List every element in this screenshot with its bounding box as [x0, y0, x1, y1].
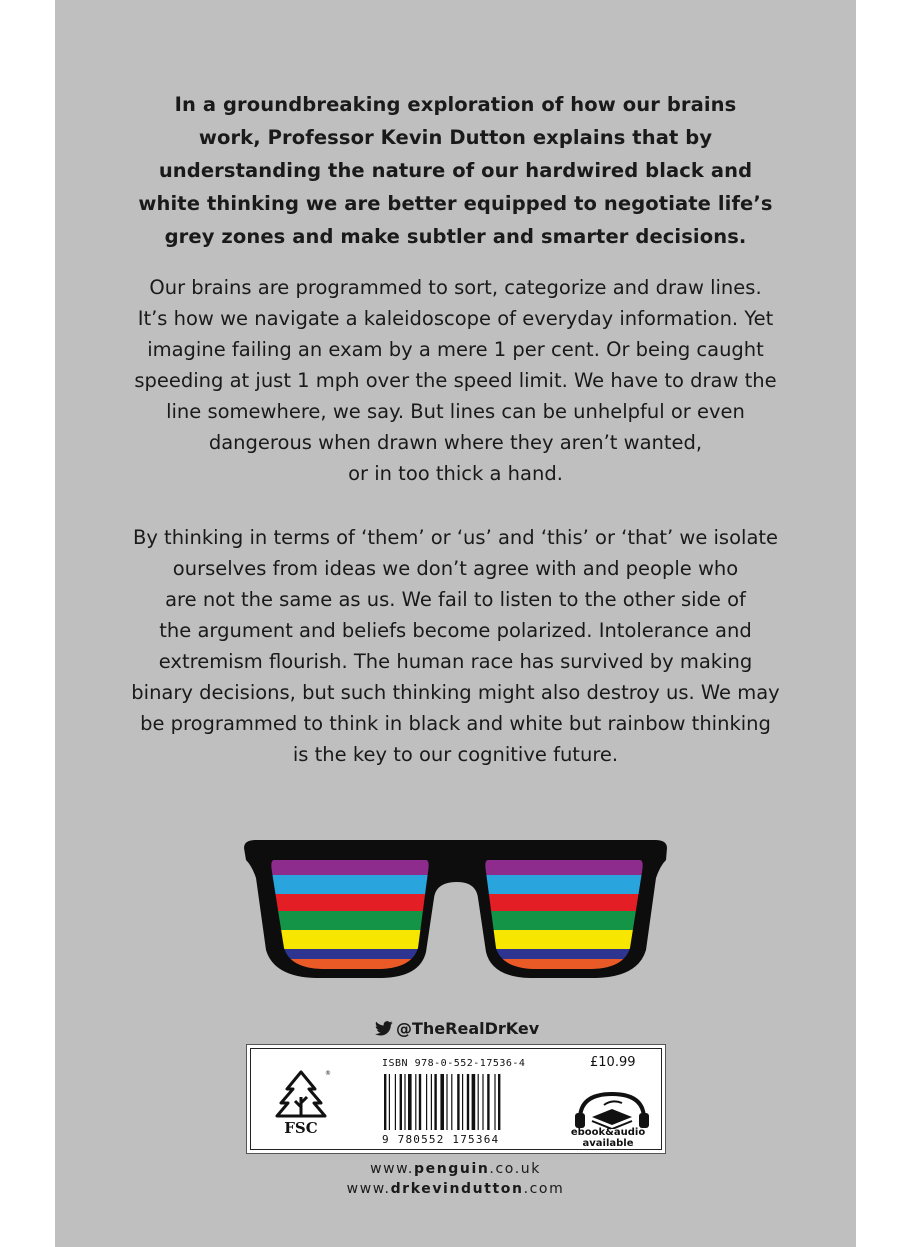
lead-line: white thinking we are better equipped to negotiate life’s [138, 192, 773, 215]
barcode-bar [384, 1074, 386, 1130]
audio-line: available [582, 1138, 634, 1149]
barcode-bar [431, 1074, 432, 1130]
barcode-bar [389, 1074, 390, 1130]
barcode-bar [467, 1074, 469, 1130]
barcode-bar [498, 1074, 500, 1130]
url-domain: penguin [413, 1161, 490, 1177]
barcode-bar [494, 1074, 495, 1130]
barcode-bar [487, 1074, 489, 1130]
body-paragraph-2 [55, 522, 856, 770]
url-domain: drkevindutton [390, 1181, 524, 1197]
body-line: extremism flourish. The human race has survived by making [158, 650, 753, 673]
url-suffix: .com [523, 1181, 565, 1197]
barcode-bar [426, 1074, 427, 1130]
body-line: It’s how we navigate a kaleidoscope of everyday information. Yet [137, 307, 774, 330]
price: £10.99 [590, 1055, 636, 1070]
body-line: is the key to our cognitive future. [292, 743, 619, 766]
author-url[interactable] [55, 1181, 856, 1197]
twitter-handle [375, 1017, 539, 1039]
isbn-text: ISBN 978-0-552-17536-4 [382, 1058, 526, 1069]
rainbow-glasses-illustration [240, 838, 671, 978]
twitter-handle-text: @TheRealDrKev [396, 1018, 540, 1038]
fsc-logo-icon [269, 1067, 333, 1137]
barcode-bar [400, 1074, 402, 1130]
barcode-bar [482, 1074, 483, 1130]
fsc-label: FSC [284, 1119, 318, 1137]
url-prefix: www. [370, 1161, 414, 1177]
lead-line: grey zones and make subtler and smarter decisions. [164, 225, 747, 248]
body-line: binary decisions, but such thinking might also destroy us. We may [131, 681, 780, 704]
barcode [382, 1074, 532, 1132]
lead-line: In a groundbreaking exploration of how our brains [174, 93, 737, 116]
barcode-bar [395, 1074, 396, 1130]
body-line: Our brains are programmed to sort, categorize and draw lines. [149, 276, 762, 299]
barcode-bar [446, 1074, 447, 1130]
back-cover [55, 0, 856, 1247]
body-paragraph-1 [55, 272, 856, 489]
url-prefix: www. [346, 1181, 391, 1197]
lead-line: work, Professor Kevin Dutton explains that by [198, 126, 713, 149]
body-line: ourselves from ideas we don’t agree with and people who [172, 557, 739, 580]
body-line: dangerous when drawn where they aren’t wanted, [208, 431, 703, 454]
barcode-panel [246, 1044, 666, 1154]
barcode-bar [434, 1074, 436, 1130]
body-line: speeding at just 1 mph over the speed limit. We have to draw the [134, 369, 777, 392]
penguin-url[interactable] [55, 1161, 856, 1177]
barcode-bar [478, 1074, 479, 1130]
ebook-audio-available [562, 1127, 654, 1149]
barcode-bar [408, 1074, 412, 1130]
fsc-registered-mark: ® [325, 1070, 331, 1077]
body-line: be programmed to think in black and white but rainbow thinking [140, 712, 771, 735]
body-line: imagine failing an exam by a mere 1 per cent. Or being caught [147, 338, 764, 361]
barcode-digits: 9 780552 175364 [382, 1133, 500, 1146]
barcode-bar [472, 1074, 476, 1130]
barcode-bar [457, 1074, 459, 1130]
barcode-bar [404, 1074, 405, 1130]
body-line: the argument and beliefs become polarized. Intolerance and [159, 619, 752, 642]
body-line: By thinking in terms of ‘them’ or ‘us’ and ‘this’ or ‘that’ we isolate [132, 526, 779, 549]
headphones-book-icon [574, 1091, 650, 1129]
lead-line: understanding the nature of our hardwired black and [158, 159, 753, 182]
barcode-bar [462, 1074, 463, 1130]
barcode-bar [419, 1074, 421, 1130]
barcode-bar [440, 1074, 444, 1130]
barcode-bar [415, 1074, 416, 1130]
url-suffix: .co.uk [489, 1161, 541, 1177]
twitter-bird-icon [375, 1021, 393, 1036]
body-line: or in too thick a hand. [348, 462, 563, 485]
barcode-bar [451, 1074, 452, 1130]
lead-paragraph [55, 88, 856, 253]
body-line: line somewhere, we say. But lines can be unhelpful or even [166, 400, 745, 423]
body-line: are not the same as us. We fail to listen to the other side of [165, 588, 746, 611]
audio-line: ebook&audio [570, 1127, 646, 1138]
